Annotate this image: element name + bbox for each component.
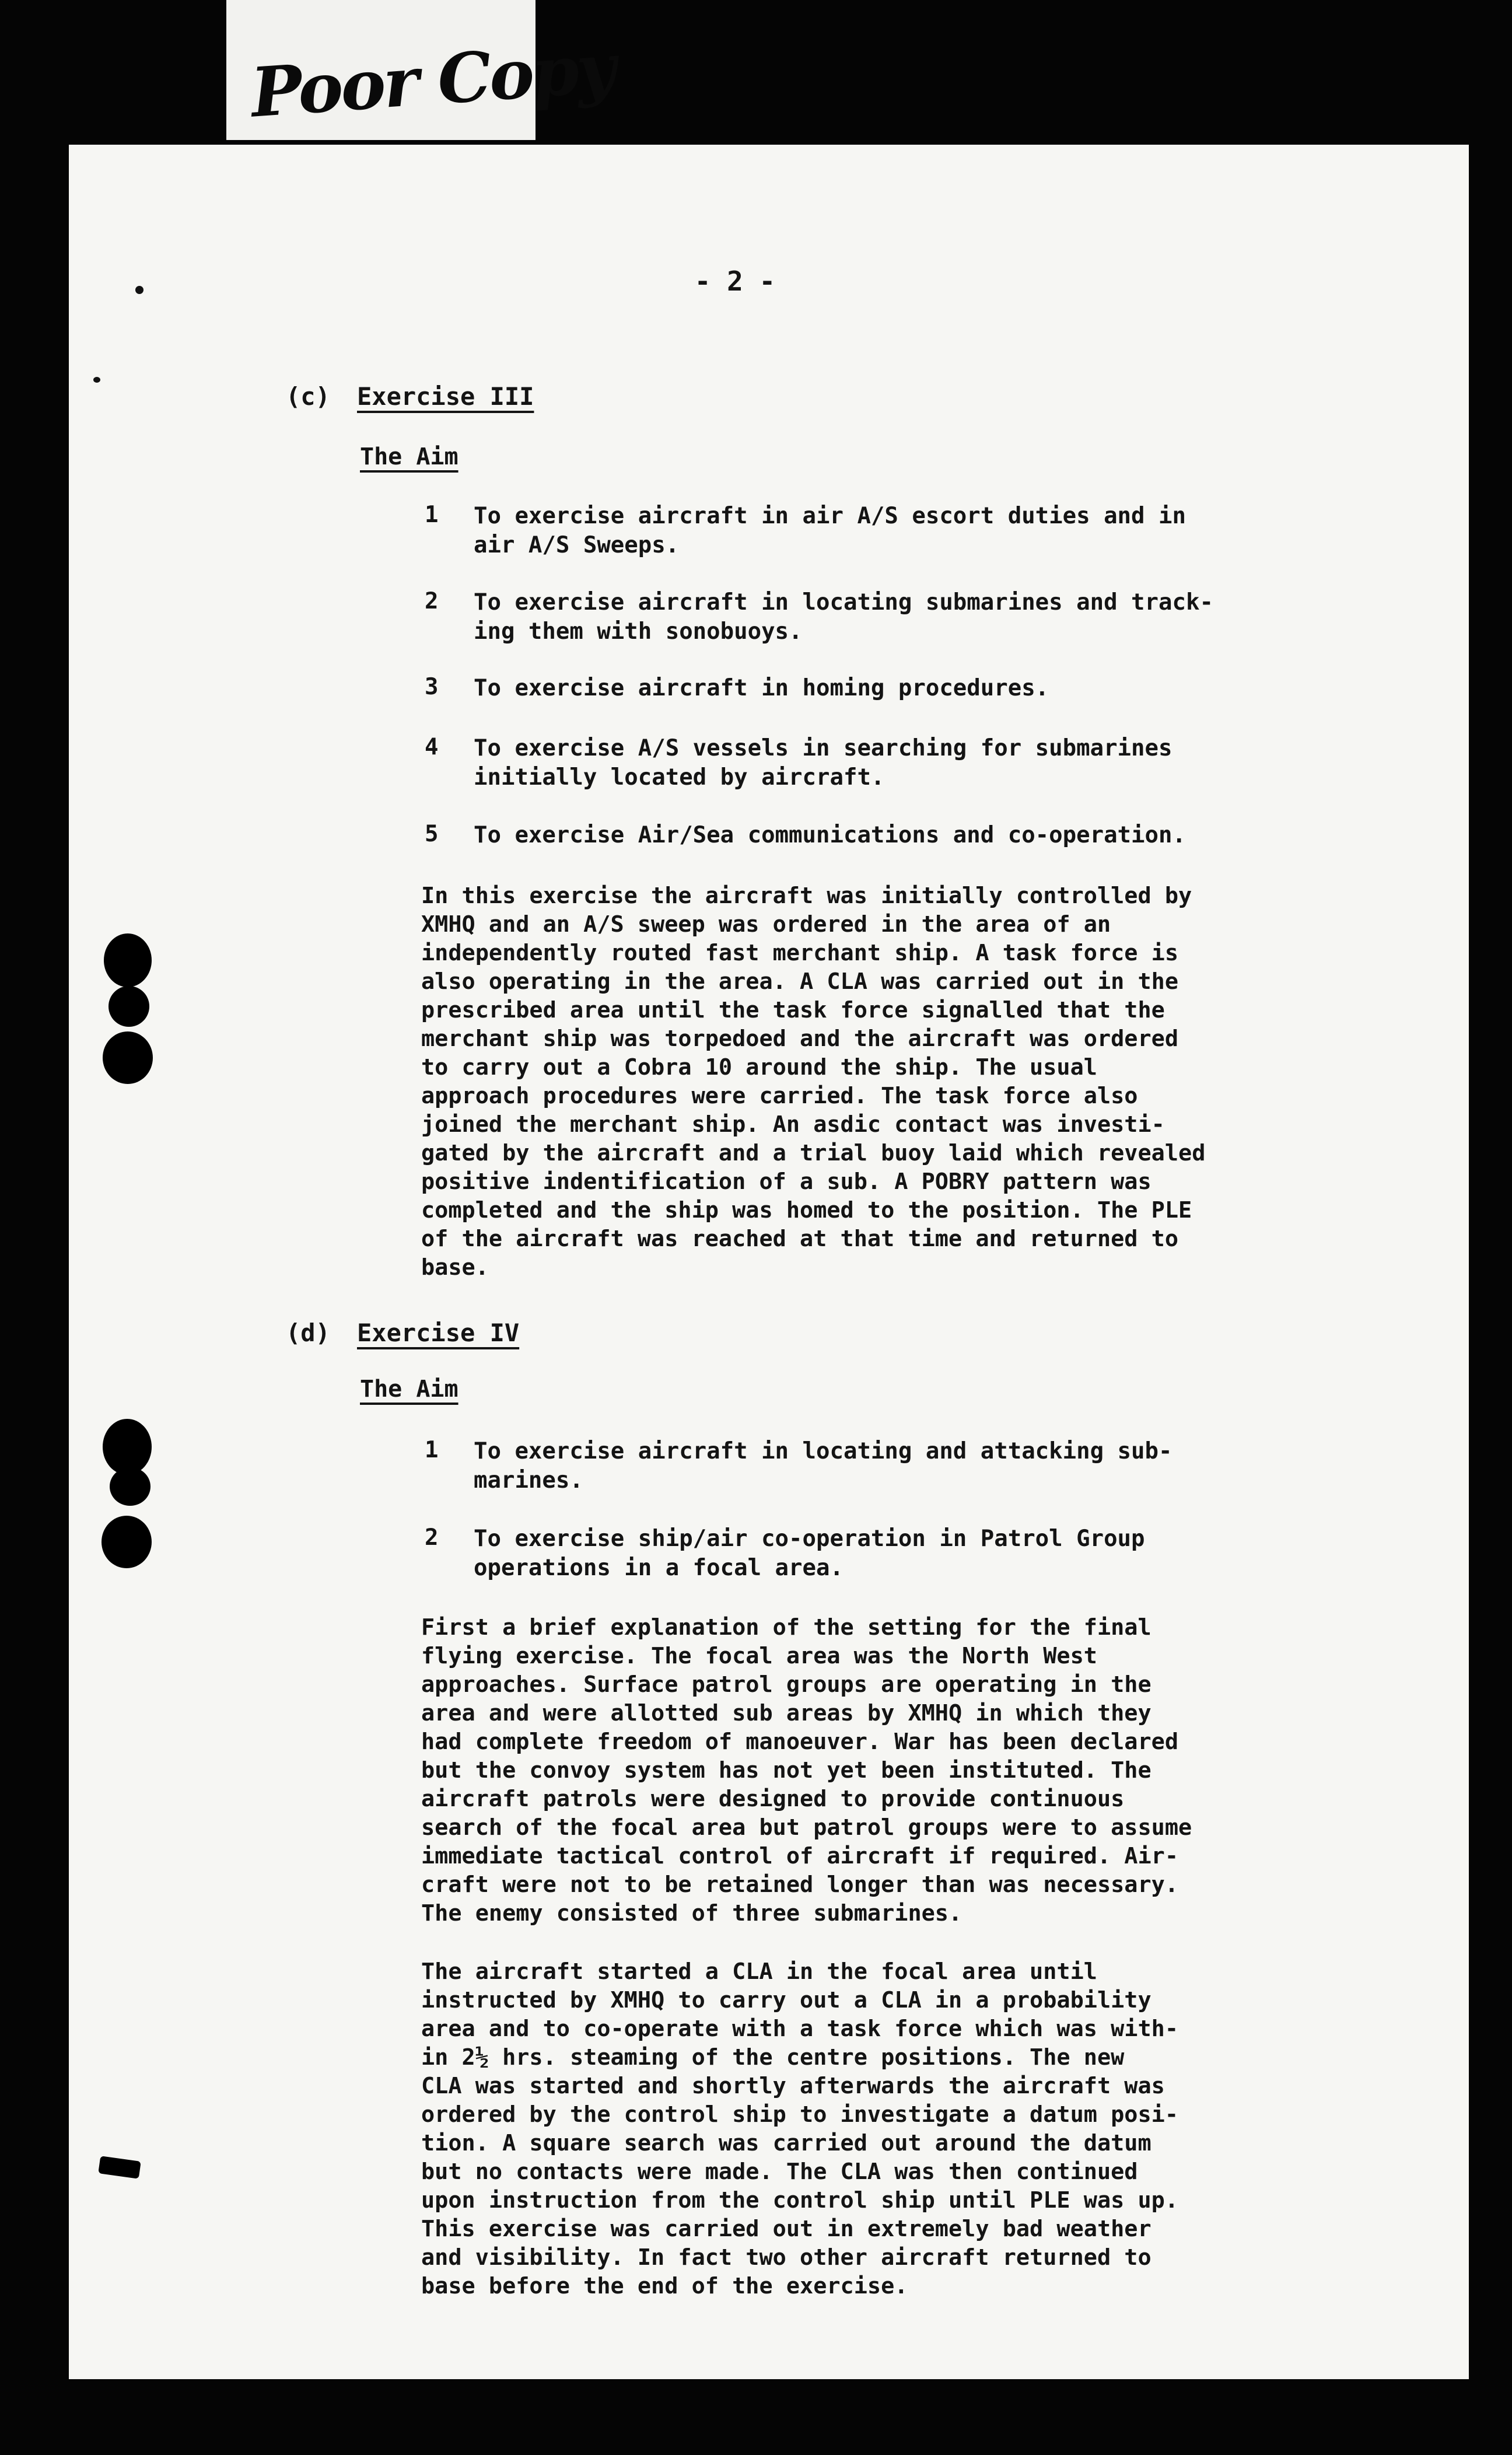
section-c-title: Exercise III bbox=[357, 382, 534, 411]
body-paragraph: In this exercise the aircraft was initially controlled by XMHQ and an A/S sweep was ordered in the area of an independently routed fast merchant ship. A task force is also operating in the area. A CLA was carried out in the prescribed area until the task force signalled that the merchant ship was torpedoed and the aircraft was ordered to carry out a Cobra 10 around the ship. The usual approach procedures were carried. The task force also joined the merchant ship. An asdic contact was investi- gated by the aircraft and a trial buoy laid which revealed positive indentification of a sub. A POBRY pattern was completed and the ship was homed to the position. The PLE of the aircraft was reached at that time and returned to base. bbox=[421, 883, 1206, 1281]
section-d-title: Exercise IV bbox=[357, 1319, 520, 1347]
aim-item-text: To exercise aircraft in homing procedures. bbox=[474, 675, 1049, 701]
aim-item-number: 4 bbox=[425, 734, 439, 760]
aim-item-number: 2 bbox=[425, 588, 439, 614]
punch-hole bbox=[103, 1419, 152, 1475]
aim-item-text: To exercise ship/air co-operation in Patrol Group operations in a focal area. bbox=[474, 1526, 1145, 1581]
section-d-letter: (d) bbox=[286, 1319, 330, 1347]
ink-speck bbox=[93, 377, 100, 383]
aim-item-number: 2 bbox=[425, 1524, 439, 1551]
aim-item-text: To exercise aircraft in locating submarines and track- ing them with sonobuoys. bbox=[474, 589, 1213, 645]
section-d-aim-heading: The Aim bbox=[360, 1376, 459, 1403]
aim-item-number: 1 bbox=[425, 502, 439, 528]
punch-hole bbox=[102, 1516, 152, 1568]
ink-speck bbox=[135, 286, 144, 294]
section-c-aim-heading: The Aim bbox=[360, 443, 459, 470]
section-c-letter: (c) bbox=[286, 382, 330, 411]
aim-item-text: To exercise Air/Sea communications and co-operation. bbox=[474, 822, 1186, 848]
punch-hole bbox=[110, 1467, 150, 1506]
aim-item-number: 1 bbox=[425, 1437, 439, 1463]
aim-item-number: 5 bbox=[425, 821, 439, 847]
punch-hole bbox=[104, 933, 152, 987]
punch-hole bbox=[103, 1031, 153, 1084]
handwritten-note: Poor Copy bbox=[249, 28, 617, 133]
punch-hole bbox=[108, 986, 149, 1027]
body-paragraph: The aircraft started a CLA in the focal area until instructed by XMHQ to carry out a CLA in a probability area and to co-operate with a task force which was with- in 2½ hrs. steaming of the centre positions. The new CLA was started and shortly afterwards the aircraft was ordered by the control ship to investigate a datum posi- tion. A square search was carried out around the datum but no contacts were made. The CLA was then continued upon instruction from the control ship until PLE was up. This exercise was carried out in extremely bad weather and visibility. In fact two other aircraft returned to base before the end of the exercise. bbox=[421, 1959, 1179, 2299]
aim-item-text: To exercise aircraft in locating and attacking sub- marines. bbox=[474, 1438, 1172, 1494]
body-paragraph: First a brief explanation of the setting for the final flying exercise. The focal area was the North West approaches. Surface patrol groups are operating in the area and were allotted sub areas by XMHQ in which they had complete freedom of manoeuver. War has been declared but the convoy system has not yet been instituted. The aircraft patrols were designed to provide continuous search of the focal area but patrol groups were to assume immediate tactical control of aircraft if required. Air- craft were not to be retained longer than was necessary. The enemy consisted of three submarines. bbox=[421, 1614, 1192, 1926]
aim-item-text: To exercise A/S vessels in searching for submarines initially located by aircraft. bbox=[474, 735, 1172, 791]
aim-item-number: 3 bbox=[425, 674, 439, 700]
aim-item-text: To exercise aircraft in air A/S escort duties and in air A/S Sweeps. bbox=[474, 503, 1186, 558]
page-number: - 2 - bbox=[694, 265, 776, 297]
